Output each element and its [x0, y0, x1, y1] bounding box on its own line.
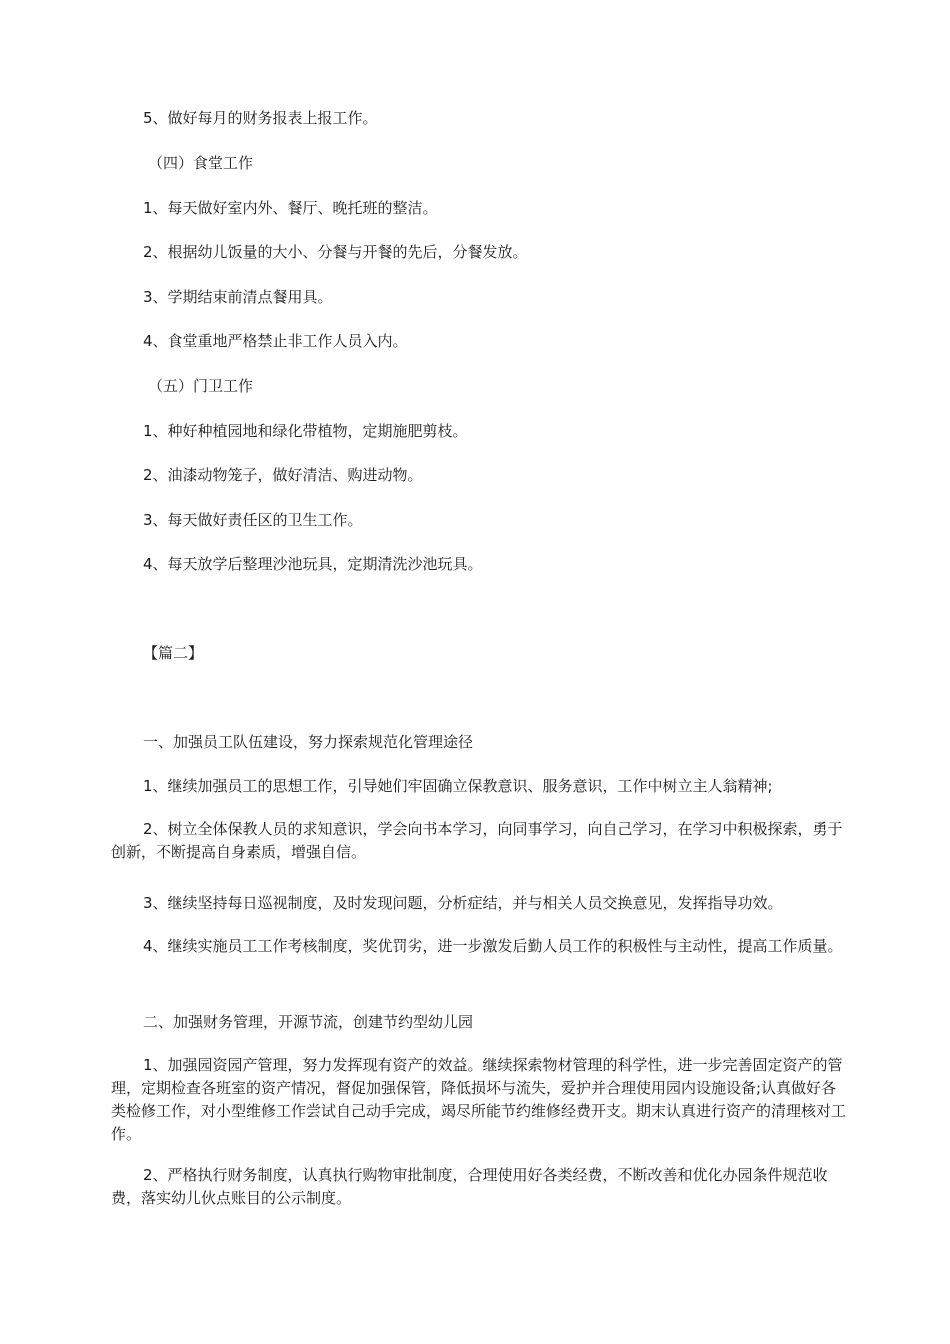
- section-heading: 一、加强员工队伍建设，努力探索规范化管理途径: [143, 733, 474, 751]
- list-item: 3、学期结束前清点餐用具。: [143, 288, 333, 306]
- list-item: 1、继续加强员工的思想工作，引导她们牢固确立保教意识、服务意识，工作中树立主人翁精神;: [143, 777, 773, 795]
- list-item: 4、每天放学后整理沙池玩具，定期清洗沙池玩具。: [143, 555, 483, 573]
- list-item: 3、每天做好责任区的卫生工作。: [143, 511, 363, 529]
- list-item: 5、做好每月的财务报表上报工作。: [143, 109, 378, 127]
- list-item: 1、每天做好室内外、餐厅、晚托班的整洁。: [143, 199, 438, 217]
- section-heading: 二、加强财务管理，开源节流，创建节约型幼儿园: [143, 1013, 474, 1031]
- list-item: 3、继续坚持每日巡视制度，及时发现问题，分析症结，并与相关人员交换意见，发挥指导功效。: [143, 894, 783, 912]
- list-item: 2、油漆动物笼子，做好清洁、购进动物。: [143, 466, 423, 484]
- list-item: 1、种好种植园地和绿化带植物，定期施肥剪枝。: [143, 422, 468, 440]
- list-item: 4、食堂重地严格禁止非工作人员入内。: [143, 332, 408, 350]
- list-item: 2、树立全体保教人员的求知意识，学会向书本学习，向同事学习，向自己学习，在学习中积极探索，勇于创新，不断提高自身素质，增强自信。: [111, 820, 843, 861]
- part-heading: 【篇二】: [143, 644, 204, 662]
- list-item: 1、加强园资园产管理，努力发挥现有资产的效益。继续探索物材管理的科学性，进一步完善固定资产的管理，定期检查各班室的资产情况，督促加强保管，降低损坏与流失，爱护并合理使用园内设施设备;认真做好各类检修工作，对小型维修工作尝试自己动手完成，竭尽所能节约维修经费开支。期末认真进行资产的清理核对工作。: [111, 1056, 847, 1143]
- list-item: 2、根据幼儿饭量的大小、分餐与开餐的先后，分餐发放。: [143, 243, 528, 261]
- section-heading: （四）食堂工作: [148, 154, 254, 172]
- list-item: 4、继续实施员工工作考核制度，奖优罚劣，进一步激发后勤人员工作的积极性与主动性，提高工作质量。: [143, 937, 843, 955]
- list-item: 2、严格执行财务制度，认真执行购物审批制度，合理使用好各类经费，不断改善和优化办园条件规范收费，落实幼儿伙点账目的公示制度。: [111, 1166, 828, 1207]
- section-heading: （五）门卫工作: [148, 377, 254, 395]
